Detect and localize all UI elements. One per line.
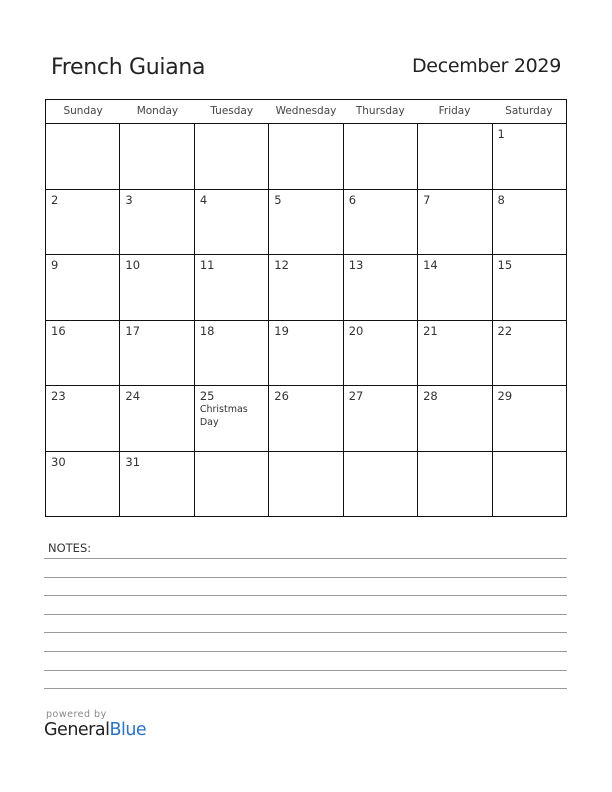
week-row xyxy=(46,190,566,256)
day-number: 19 xyxy=(274,323,289,338)
day-cell xyxy=(344,386,418,451)
weekday-friday: Friday xyxy=(438,105,471,117)
weekday-thursday: Thursday xyxy=(355,105,405,117)
weekday-tuesday: Tuesday xyxy=(210,105,254,117)
note-line xyxy=(44,614,567,615)
week-row xyxy=(46,255,566,321)
weekday-header-row xyxy=(46,100,566,124)
day-number: 29 xyxy=(497,389,513,403)
note-line xyxy=(44,558,567,559)
day-number: 7 xyxy=(423,192,431,207)
holiday-label: Christmas Day xyxy=(199,404,248,428)
day-number: 30 xyxy=(51,454,66,469)
generalblue-logo xyxy=(44,720,146,740)
day-cell xyxy=(493,190,566,255)
day-cell xyxy=(493,452,566,517)
day-number: 17 xyxy=(125,323,141,338)
notes-label: NOTES: xyxy=(48,541,92,555)
day-number: 4 xyxy=(199,192,208,207)
day-cell xyxy=(195,255,269,320)
day-number: 31 xyxy=(125,454,141,469)
day-cell xyxy=(120,452,194,517)
day-cell xyxy=(195,452,269,517)
day-cell xyxy=(195,124,269,189)
day-number: 25 xyxy=(199,389,215,403)
day-cell xyxy=(418,190,492,255)
day-cell xyxy=(120,124,194,189)
day-cell xyxy=(269,190,343,255)
month-year-title: December 2029 xyxy=(411,55,561,77)
day-number: 27 xyxy=(348,389,364,403)
day-number: 23 xyxy=(51,389,66,403)
day-cell xyxy=(269,386,343,451)
country-title: French Guiana xyxy=(51,55,206,80)
day-cell xyxy=(269,255,343,320)
day-cell xyxy=(46,452,120,517)
day-number: 26 xyxy=(274,389,289,403)
note-line xyxy=(44,632,567,633)
day-cell xyxy=(46,386,120,451)
weeks-container xyxy=(46,124,566,516)
day-cell xyxy=(46,124,120,189)
day-number: 20 xyxy=(348,323,364,338)
day-cell xyxy=(344,452,418,517)
day-number: 6 xyxy=(348,192,357,207)
day-cell xyxy=(418,124,492,189)
day-number: 18 xyxy=(199,323,215,338)
day-cell xyxy=(195,321,269,386)
week-row xyxy=(46,321,566,387)
brand-blue: Blue xyxy=(109,720,147,740)
note-line xyxy=(44,577,567,578)
day-cell xyxy=(269,452,343,517)
day-cell xyxy=(493,321,566,386)
week-row xyxy=(46,452,566,517)
note-line xyxy=(44,651,567,652)
weekday-saturday: Saturday xyxy=(505,105,553,117)
brand-general: General xyxy=(44,720,110,740)
weekday-sunday: Sunday xyxy=(63,105,103,117)
day-cell xyxy=(195,190,269,255)
day-cell xyxy=(120,386,194,451)
day-number: 24 xyxy=(125,389,141,403)
day-number: 16 xyxy=(51,323,66,338)
day-number: 10 xyxy=(125,258,141,272)
weekday-monday: Monday xyxy=(136,105,179,117)
day-cell xyxy=(120,321,194,386)
note-line xyxy=(44,670,567,671)
weekday-wednesday: Wednesday xyxy=(275,105,337,117)
day-cell xyxy=(418,255,492,320)
day-number: 8 xyxy=(497,192,505,207)
day-number: 2 xyxy=(51,192,59,207)
day-cell xyxy=(344,255,418,320)
day-number: 11 xyxy=(199,258,215,272)
day-cell xyxy=(344,124,418,189)
day-number: 1 xyxy=(497,127,505,141)
day-cell xyxy=(493,386,566,451)
week-row xyxy=(46,124,566,190)
week-row xyxy=(46,386,566,452)
day-cell xyxy=(46,190,120,255)
day-number: 28 xyxy=(423,389,438,403)
day-cell xyxy=(120,190,194,255)
day-cell xyxy=(269,321,343,386)
day-cell xyxy=(269,124,343,189)
day-cell xyxy=(120,255,194,320)
calendar-grid xyxy=(45,99,567,517)
day-cell xyxy=(493,255,566,320)
powered-by-text: powered by xyxy=(46,709,107,720)
day-number: 13 xyxy=(348,258,364,272)
day-cell xyxy=(195,386,269,451)
note-line xyxy=(44,688,567,689)
day-number: 15 xyxy=(497,258,513,272)
day-cell xyxy=(418,321,492,386)
day-cell xyxy=(493,124,566,189)
day-number: 22 xyxy=(497,323,513,338)
day-number: 9 xyxy=(51,258,59,272)
day-cell xyxy=(46,321,120,386)
day-cell xyxy=(418,452,492,517)
note-line xyxy=(44,595,567,596)
day-number: 12 xyxy=(274,258,289,272)
day-cell xyxy=(46,255,120,320)
day-cell xyxy=(344,190,418,255)
day-number: 3 xyxy=(125,192,133,207)
day-number: 21 xyxy=(423,323,438,338)
day-number: 14 xyxy=(423,258,438,272)
day-cell xyxy=(418,386,492,451)
day-number: 5 xyxy=(274,192,282,207)
day-cell xyxy=(344,321,418,386)
